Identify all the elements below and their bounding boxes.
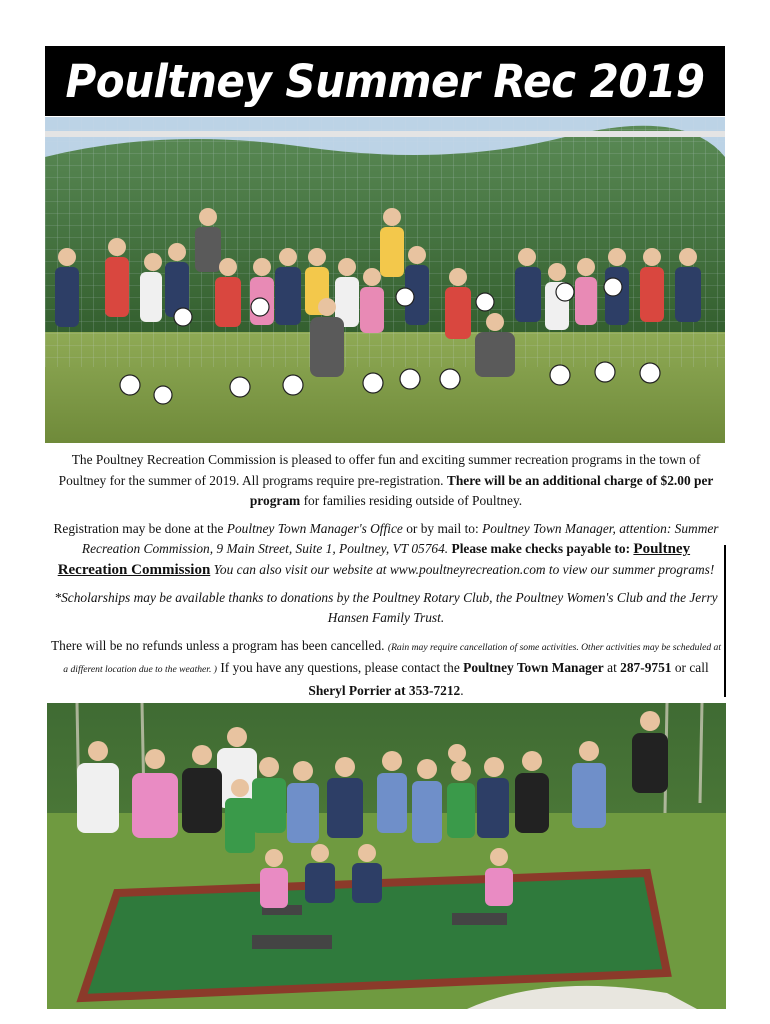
registration-lead: Registration may be done at the xyxy=(53,520,224,536)
group-photo-minigolf-icon xyxy=(47,703,726,1009)
page-title: Poultney Summer Rec 2019 xyxy=(65,54,705,108)
soccer-group-photo xyxy=(45,117,725,443)
intro-tail: for families residing outside of Poultney. xyxy=(303,493,523,509)
surcharge-text: There will be an additional charge of $2.00 per program xyxy=(249,472,714,509)
mail-lead: or by mail to: xyxy=(406,520,479,536)
payee-name: Poultney Recreation Commission xyxy=(57,541,691,578)
info-text xyxy=(48,450,724,709)
refund-paragraph xyxy=(48,636,724,702)
at-text: at xyxy=(607,660,617,676)
mailing-address: Poultney Town Manager, attention: Summer Recreation Commission, 9 Main Street, Suite 1, Poultney, VT 05764. xyxy=(81,520,719,557)
side-rule xyxy=(724,545,726,697)
or-call-text: or call xyxy=(674,660,709,676)
checks-payable: Please make checks payable to: xyxy=(451,541,631,557)
manager-phone: 287-9751 xyxy=(620,660,672,676)
website-note: You can also visit our website at www.poultneyrecreation.com to view our summer programs! xyxy=(213,561,715,577)
minigolf-group-photo xyxy=(47,703,726,1009)
contact-name: Sheryl Porrier at 353-7212 xyxy=(308,682,461,698)
refund-text: There will be no refunds unless a program has been cancelled. xyxy=(50,637,385,653)
intro-paragraph xyxy=(48,450,724,512)
title-banner xyxy=(45,46,725,116)
intro-text: The Poultney Recreation Commission is pleased to offer fun and exciting summer recreation programs in the town of Poultney for the summer of 2019. All programs require pre-registration. xyxy=(58,452,701,488)
manager-name: Poultney Town Manager xyxy=(463,660,604,676)
registration-paragraph xyxy=(48,519,724,581)
questions-text: If you have any questions, please contact the xyxy=(220,660,460,676)
weather-note: (Rain may require cancellation of some activities. Other activities may be scheduled at a different location due to the weather. ) xyxy=(63,641,721,676)
scholarship-note: *Scholarships may be available thanks to donations by the Poultney Rotary Club, the Poultney Women's Club and the Jerry Hansen Family Trust. xyxy=(54,589,718,626)
end-period: . xyxy=(460,682,464,698)
office-name: Poultney Town Manager's Office xyxy=(226,520,403,536)
group-photo-soccer-icon xyxy=(45,117,725,443)
